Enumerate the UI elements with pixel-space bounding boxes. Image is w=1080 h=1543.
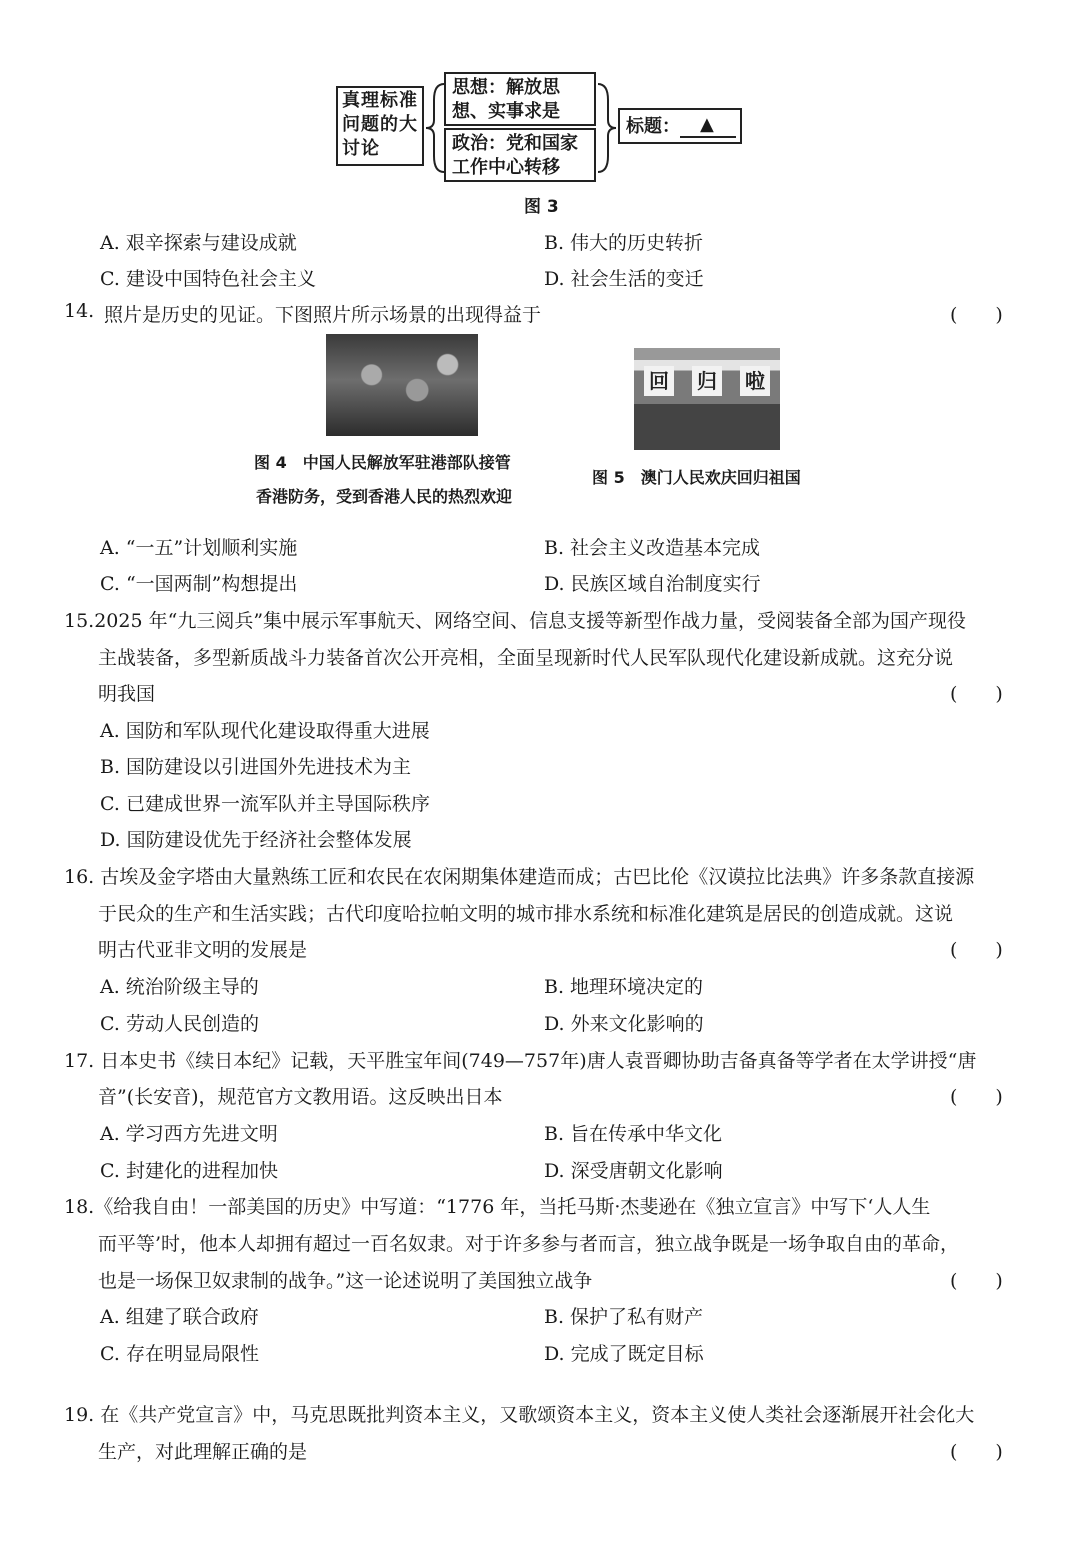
q19-line2: 生产，对此理解正确的是: [98, 1441, 308, 1463]
figure-4-caption-line2: 香港防务，受到香港人民的热烈欢迎: [256, 487, 513, 506]
q18-line1: 18.《给我自由！一部美国的历史》中写道：“1776 年，当托马斯·杰斐逊在《独立宣言》中写下‘人人生: [64, 1196, 931, 1218]
q14-option-c: C. “一国两制”构想提出: [100, 573, 298, 595]
banner-char-3: 啦: [740, 366, 770, 396]
q17-option-b: B. 旨在传承中华文化: [544, 1123, 723, 1145]
diagram-top-box: [444, 72, 596, 126]
q15-option-c: C. 已建成世界一流军队并主导国际秩序: [100, 793, 430, 815]
q13-option-b: B. 伟大的历史转折: [544, 232, 704, 254]
q16-line2: 于民众的生产和生活实践；古代印度哈拉帕文明的城市排水系统和标准化建筑是居民的创造成就。这说: [98, 903, 954, 925]
figure-3-caption: 图 3: [524, 197, 559, 217]
banner-char-1: 回: [644, 366, 674, 396]
q17-option-a: A. 学习西方先进文明: [100, 1123, 278, 1145]
q15-answer-paren: ( ): [950, 683, 1003, 705]
figure-4-caption-line1: 图 4 中国人民解放军驻港部队接管: [254, 453, 511, 472]
diagram-bottom-box: [444, 128, 596, 182]
diagram-bottom-text: 政治：党和国家工作中心转移: [452, 133, 578, 178]
q17-option-c: C. 封建化的进程加快: [100, 1160, 278, 1182]
q15-option-d: D. 国防建设优先于经济社会整体发展: [100, 829, 412, 851]
q17-answer-paren: ( ): [950, 1086, 1003, 1108]
q16-option-c: C. 劳动人民创造的: [100, 1013, 259, 1035]
q18-option-c: C. 存在明显局限性: [100, 1343, 259, 1365]
q15-option-b: B. 国防建设以引进国外先进技术为主: [100, 756, 412, 778]
q14-option-b: B. 社会主义改造基本完成: [544, 537, 761, 559]
q16-line1: 16. 古埃及金字塔由大量熟练工匠和农民在农闲期集体建造而成；古巴比伦《汉谟拉比法典》许多条款直接源: [64, 866, 975, 888]
diagram-left-box: [336, 86, 424, 166]
q16-option-a: A. 统治阶级主导的: [100, 976, 259, 998]
q14-option-a: A. “一五”计划顺利实施: [100, 537, 298, 559]
q16-option-d: D. 外来文化影响的: [544, 1013, 704, 1035]
diagram-title-blank: [680, 136, 736, 138]
figure-5-photo: [634, 348, 780, 450]
diagram-title-label: 标题：: [626, 116, 680, 137]
q16-option-b: B. 地理环境决定的: [544, 976, 704, 998]
diagram-brace-right: [596, 80, 618, 176]
q13-option-c: C. 建设中国特色社会主义: [100, 268, 316, 290]
q16-line3: 明古代亚非文明的发展是: [98, 939, 308, 961]
diagram-top-text: 思想：解放思想、实事求是: [452, 77, 560, 122]
figure-5-caption: 图 5 澳门人民欢庆回归祖国: [592, 468, 801, 487]
figure-4-photo: [326, 334, 478, 436]
q18-line2: 而平等’时，他本人却拥有超过一百名奴隶。对于许多参与者而言，独立战争既是一场争取自由的革命，: [98, 1233, 960, 1255]
q18-answer-paren: ( ): [950, 1270, 1003, 1292]
q13-option-d: D. 社会生活的变迁: [544, 268, 704, 290]
q14-answer-paren: ( ): [950, 304, 1003, 326]
q19-line1: 19. 在《共产党宣言》中，马克思既批判资本主义，又歌颂资本主义，资本主义使人类社会逐渐展开社会化大: [64, 1404, 975, 1426]
q16-answer-paren: ( ): [950, 939, 1003, 961]
q18-option-b: B. 保护了私有财产: [544, 1306, 704, 1328]
q19-answer-paren: ( ): [950, 1441, 1003, 1463]
diagram-brace: [424, 80, 446, 176]
q17-line1: 17. 日本史书《续日本纪》记载，天平胜宝年间(749—757年)唐人袁晋卿协助吉备真备等学者在太学讲授“唐: [64, 1050, 977, 1072]
q15-line2: 主战装备，多型新质战斗力装备首次公开亮相，全面呈现新时代人民军队现代化建设新成就。这充分说: [98, 647, 954, 669]
q15-line3: 明我国: [98, 683, 156, 705]
q18-option-a: A. 组建了联合政府: [100, 1306, 259, 1328]
q14-stem: 照片是历史的见证。下图照片所示场景的出现得益于: [104, 304, 542, 326]
q14-option-d: D. 民族区域自治制度实行: [544, 573, 761, 595]
q18-line3: 也是一场保卫奴隶制的战争。”这一论述说明了美国独立战争: [98, 1270, 593, 1292]
q18-option-d: D. 完成了既定目标: [544, 1343, 704, 1365]
q14-number: 14.: [64, 300, 95, 322]
q15-line1: 15.2025 年“九三阅兵”集中展示军事航天、网络空间、信息支援等新型作战力量，受阅装备全部为国产现役: [64, 610, 967, 632]
diagram-title-box: [618, 108, 742, 144]
diagram-left-text: 真理标准问题的大讨论: [342, 90, 418, 159]
q17-option-d: D. 深受唐朝文化影响: [544, 1160, 723, 1182]
q15-option-a: A. 国防和军队现代化建设取得重大进展: [100, 720, 430, 742]
q13-option-a: A. 艰辛探索与建设成就: [100, 232, 297, 254]
q17-line2: 音”(长安音)，规范官方文教用语。这反映出日本: [98, 1086, 503, 1108]
banner-char-2: 归: [692, 366, 722, 396]
blank-marker-icon: ▲: [700, 114, 714, 135]
